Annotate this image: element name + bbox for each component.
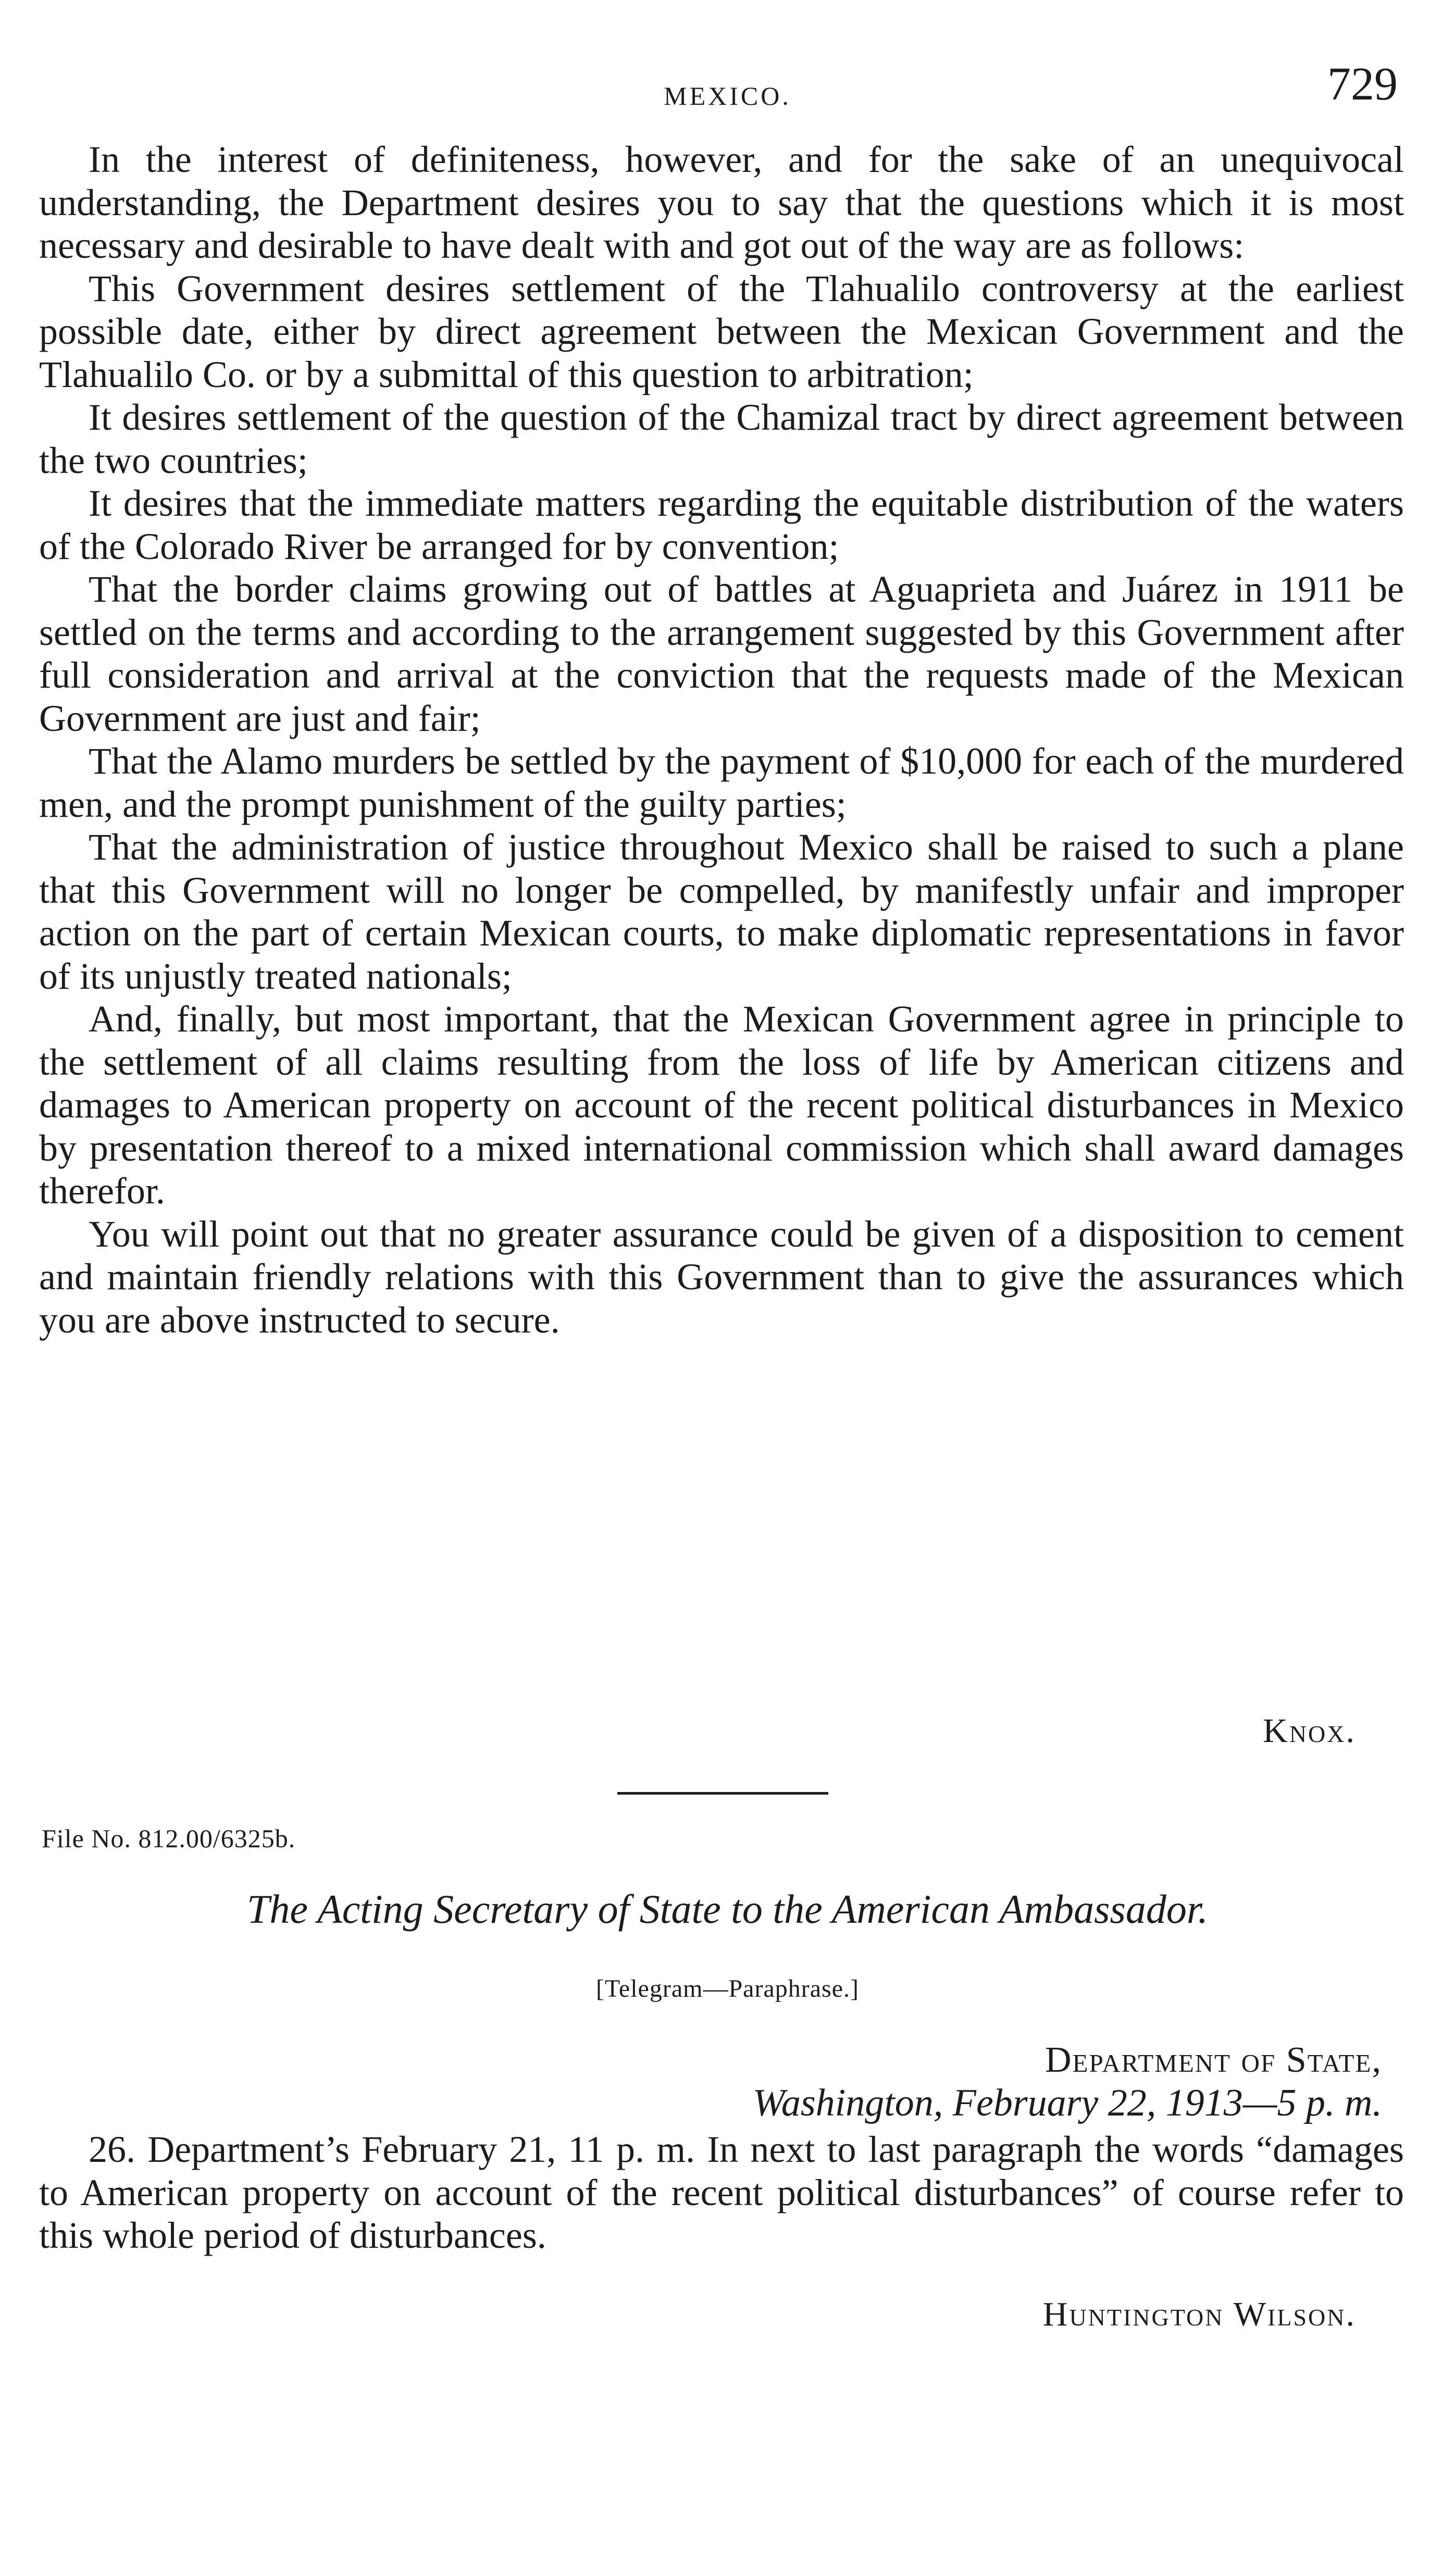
file-number: File No. 812.00/6325b. bbox=[42, 1824, 296, 1853]
paragraph-colorado-river: It desires that the immediate matters regarding the equitable distribution of the waters of the Colorado River be arranged for by convention; bbox=[39, 482, 1404, 567]
paragraph-border-claims: That the border claims growing out of battles at Aguaprieta and Juárez in 1911 be settled on the terms and according to the arrangement suggested by this Government after full consideration and arrival at the conviction that the requests made of the Mexican Government are just and fair; bbox=[39, 568, 1404, 739]
paragraph-alamo-murders: That the Alamo murders be settled by the payment of $10,000 for each of the murdered men, and the prompt punishment of the guilty parties; bbox=[39, 740, 1404, 825]
paragraph-administration-of-justice: That the administration of justice throughout Mexico shall be raised to such a plane that this Government will no longer be compelled, by manifestly unfair and improper action on the part of certain Mexican courts, to make diplomatic representations in favor of its unjustly treated nationals; bbox=[39, 826, 1404, 997]
section-divider bbox=[617, 1792, 828, 1795]
page-number: 729 bbox=[1327, 58, 1398, 110]
running-header-title: MEXICO. bbox=[664, 81, 791, 110]
dateline-office: Department of State, bbox=[1044, 2040, 1382, 2080]
paragraph-intro: In the interest of definiteness, however, and for the sake of an unequivocal understanding, the Department desires you to say that the questions which it is most necessary and desirable to have dealt with and got out of the way are as follows: bbox=[39, 139, 1404, 266]
instruction-letter-body bbox=[39, 138, 1404, 1341]
telegram-body bbox=[39, 2128, 1404, 2257]
paragraph-chamizal: It desires settlement of the question of the Chamizal tract by direct agreement between the two countries; bbox=[39, 396, 1404, 481]
dateline-place-date: Washington, February 22, 1913—5 p. m. bbox=[753, 2082, 1382, 2124]
signature-knox: Knox. bbox=[1263, 1712, 1356, 1750]
telegram-paragraph: 26. Department’s February 21, 11 p. m. In next to last paragraph the words “damages to American property on account of the recent political disturbances” of course refer to this whole period of disturbances. bbox=[39, 2129, 1404, 2256]
telegram-note: [Telegram—Paraphrase.] bbox=[595, 1975, 860, 2002]
document-heading: The Acting Secretary of State to the American Ambassador. bbox=[246, 1886, 1209, 1932]
paragraph-closing: You will point out that no greater assurance could be given of a disposition to cement and maintain friendly relations with this Government than to give the assurances which you are above instructed to secure. bbox=[39, 1213, 1404, 1341]
paragraph-tlahualilo: This Government desires settlement of the Tlahualilo controversy at the earliest possible date, either by direct agreement between the Mexican Government and the Tlahualilo Co. or by a submittal of this question to arbitration; bbox=[39, 267, 1404, 395]
signature-huntington-wilson: Huntington Wilson. bbox=[1042, 2295, 1356, 2333]
paragraph-claims-commission: And, finally, but most important, that the Mexican Government agree in principle to the settlement of all claims resulting from the loss of life by American citizens and damages to American property on account of the recent political disturbances in Mexico by presentation thereof to a mixed international commission which shall award damages therefor. bbox=[39, 998, 1404, 1212]
